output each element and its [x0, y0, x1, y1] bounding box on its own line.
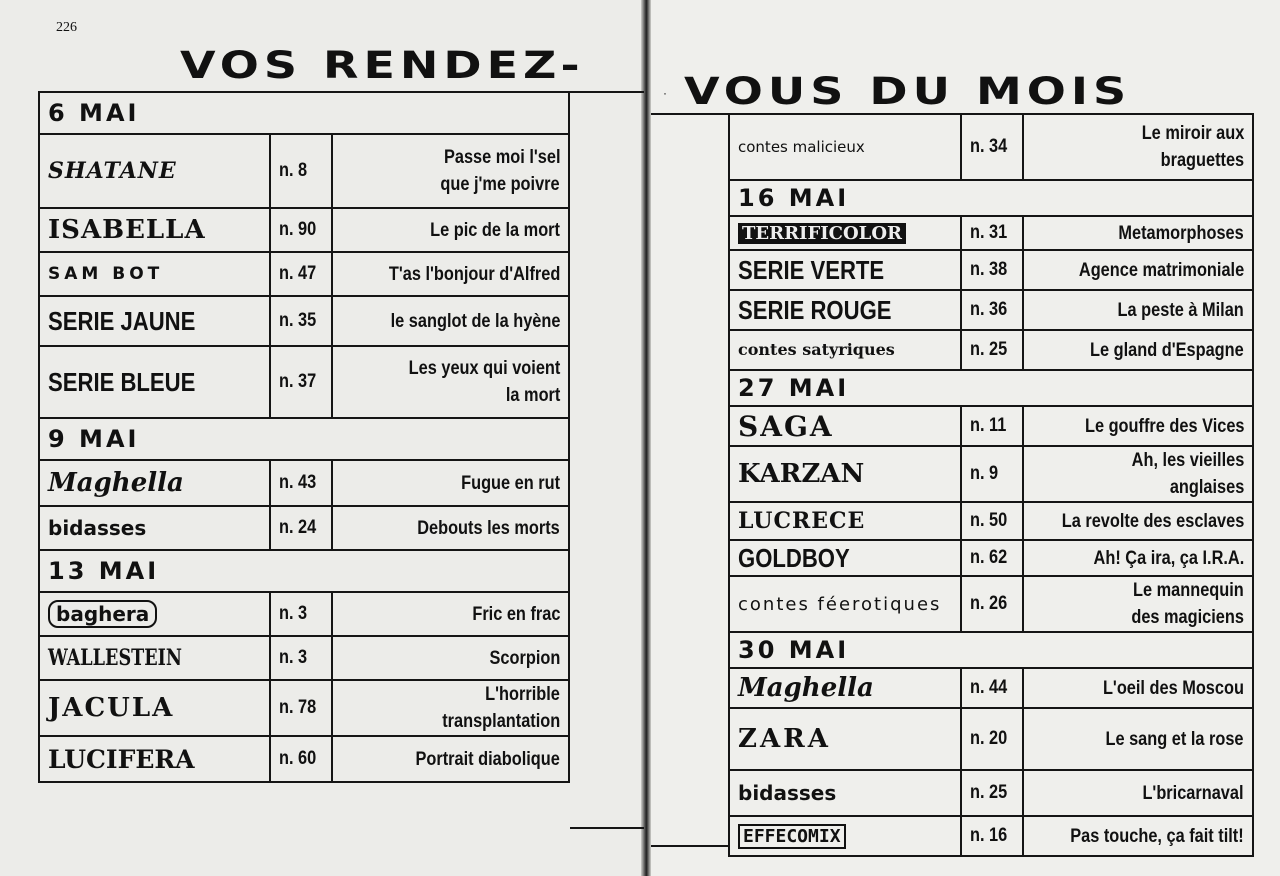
issue-title-line: L'oeil des Moscou: [1103, 677, 1244, 699]
issue-title-line: braguettes: [1160, 150, 1244, 171]
table-row: [39, 636, 569, 680]
issue-title-line: Portrait diabolique: [415, 748, 560, 770]
date-heading: 6 MAI: [39, 92, 569, 134]
series-logo-jacula: JACULA: [48, 693, 175, 723]
issue-number: n. 3: [279, 647, 308, 668]
date-heading: 16 MAI: [729, 180, 1253, 216]
issue-number: n. 60: [279, 748, 317, 769]
issue-title-line: que j'me poivre: [440, 174, 560, 195]
issue-title-cell: [1023, 770, 1253, 816]
issue-number-cell: [270, 252, 332, 296]
series-logo-serie-jaune: SERIE JAUNE: [48, 305, 196, 336]
schedule-table-left: [38, 91, 570, 783]
issue-title-cell: [1023, 216, 1253, 250]
series-logo-maghella: Maghella: [738, 673, 874, 703]
table-row: [39, 208, 569, 252]
issue-title-cell: [332, 346, 569, 418]
issue-title-cell: [1023, 502, 1253, 540]
issue-number-cell: [961, 330, 1023, 370]
series-logo-contes-feerotiques: contes féerotiques: [738, 593, 942, 615]
series-cell: [729, 708, 961, 770]
series-logo-bidasses: bidasses: [738, 781, 837, 805]
issue-title-line: Fugue en rut: [461, 472, 560, 494]
table-row: [729, 708, 1253, 770]
table-row: [39, 736, 569, 782]
table-row: [729, 330, 1253, 370]
series-cell: [729, 216, 961, 250]
issue-title-line: Le mannequin: [1133, 580, 1244, 601]
issue-number-cell: [961, 406, 1023, 446]
issue-number-cell: [961, 668, 1023, 708]
issue-title-cell: [332, 736, 569, 782]
table-row: [729, 540, 1253, 576]
issue-number: n. 37: [279, 371, 317, 392]
table-row: [729, 250, 1253, 290]
date-row: [729, 180, 1253, 216]
series-cell: [729, 330, 961, 370]
issue-number-cell: [961, 114, 1023, 180]
date-row: [39, 418, 569, 460]
issue-number-cell: [961, 770, 1023, 816]
series-cell: [729, 576, 961, 632]
issue-title-line: Le miroir aux: [1141, 123, 1244, 144]
series-logo-wallestein: WALLESTEIN: [48, 645, 183, 671]
date-heading: 30 MAI: [729, 632, 1253, 668]
table-row: [39, 680, 569, 736]
table-row: [729, 576, 1253, 632]
issue-number: n. 11: [969, 415, 1007, 436]
series-logo-bidasses: bidasses: [48, 516, 147, 540]
issue-title-line: Metamorphoses: [1118, 222, 1244, 244]
series-cell: [729, 502, 961, 540]
issue-title-cell: [332, 460, 569, 506]
date-row: [729, 370, 1253, 406]
series-cell: [729, 250, 961, 290]
issue-title-line: Les yeux qui voient: [408, 358, 560, 379]
issue-number-cell: [270, 680, 332, 736]
series-cell: [39, 296, 270, 346]
issue-number-cell: [270, 134, 332, 208]
table-row: [729, 114, 1253, 180]
series-cell: [39, 636, 270, 680]
series-logo-zara: ZARA: [738, 724, 831, 754]
table-row: [39, 252, 569, 296]
left-margin-strip: [570, 91, 644, 829]
table-row: [729, 406, 1253, 446]
issue-title-line: Ah, les vieilles anglaises: [1131, 450, 1244, 498]
series-logo-maghella: Maghella: [48, 468, 184, 498]
issue-title-line: Le gland d'Espagne: [1090, 339, 1244, 361]
table-row: [729, 770, 1253, 816]
issue-number: n. 26: [969, 593, 1007, 614]
issue-title-line: des magiciens: [1131, 607, 1244, 628]
series-cell: [39, 592, 270, 636]
issue-number: n. 38: [969, 259, 1007, 280]
issue-title-line: le sanglot de la hyène: [390, 310, 560, 332]
issue-number: n. 20: [969, 728, 1007, 749]
issue-number-cell: [270, 736, 332, 782]
series-logo-karzan: KARZAN: [738, 459, 865, 489]
issue-title-line: Agence matrimoniale: [1078, 259, 1244, 281]
issue-title-line: Passe moi l'sel: [443, 147, 560, 168]
issue-title-cell: [332, 506, 569, 550]
issue-number: n. 25: [969, 782, 1007, 803]
issue-title-line: Scorpion: [489, 647, 560, 669]
table-row: [39, 296, 569, 346]
series-logo-goldboy: GOLDBOY: [738, 542, 850, 573]
issue-title-line: T'as l'bonjour d'Alfred: [388, 263, 560, 285]
series-logo-shatane: SHATANE: [48, 158, 177, 184]
series-logo-baghera: baghera: [48, 600, 157, 628]
series-logo-sam-bot: SAM BOT: [48, 264, 164, 284]
series-cell: [39, 252, 270, 296]
issue-title-cell: [332, 252, 569, 296]
series-cell: [39, 506, 270, 550]
issue-number: n. 3: [279, 603, 308, 624]
series-cell: [729, 114, 961, 180]
table-row: [729, 502, 1253, 540]
date-row: [729, 632, 1253, 668]
issue-number: n. 78: [279, 697, 317, 718]
series-logo-contes-satyriques: contes satyriques: [738, 340, 895, 359]
series-cell: [729, 406, 961, 446]
issue-number-cell: [270, 208, 332, 252]
schedule-table-right: [728, 113, 1254, 857]
series-cell: [39, 208, 270, 252]
series-logo-lucifera: LUCIFERA: [48, 744, 195, 774]
issue-number: n. 35: [279, 310, 317, 331]
page-title-right: VOUS DU MOIS: [684, 68, 1132, 113]
date-heading: 27 MAI: [729, 370, 1253, 406]
issue-number: n. 47: [279, 263, 317, 284]
series-cell: [39, 460, 270, 506]
issue-title-line: Le sang et la rose: [1105, 728, 1244, 750]
series-logo-terrificolor: TERRIFICOLOR: [738, 223, 906, 244]
issue-title-line: Fric en frac: [471, 603, 560, 625]
issue-title-cell: [1023, 668, 1253, 708]
issue-number: n. 36: [969, 299, 1007, 320]
table-row: [729, 816, 1253, 856]
series-cell: [729, 290, 961, 330]
issue-number-cell: [961, 708, 1023, 770]
issue-number-cell: [961, 216, 1023, 250]
series-logo-effecomix: EFFECOMIX: [738, 824, 846, 849]
issue-title-cell: [332, 592, 569, 636]
decorative-dot: ·: [663, 86, 667, 100]
issue-title-cell: [1023, 816, 1253, 856]
issue-number-cell: [961, 540, 1023, 576]
issue-number: n. 25: [969, 339, 1007, 360]
table-row: [729, 216, 1253, 250]
series-cell: [39, 346, 270, 418]
issue-number: n. 90: [279, 219, 317, 240]
issue-title-cell: [332, 134, 569, 208]
date-heading: 13 MAI: [39, 550, 569, 592]
issue-title-line: Pas touche, ça fait tilt!: [1070, 825, 1244, 847]
issue-number-cell: [961, 576, 1023, 632]
issue-title-line: Debouts les morts: [417, 517, 560, 539]
table-row: [39, 346, 569, 418]
date-heading: 9 MAI: [39, 418, 569, 460]
table-row: [39, 460, 569, 506]
issue-title-cell: [1023, 250, 1253, 290]
issue-number-cell: [961, 250, 1023, 290]
issue-title-cell: [332, 680, 569, 736]
page-title-left: VOS RENDEZ-: [180, 42, 585, 87]
date-row: [39, 92, 569, 134]
issue-title-line: Ah! Ça ira, ça I.R.A.: [1093, 547, 1244, 569]
issue-title-line: La peste à Milan: [1117, 299, 1244, 321]
series-cell: [729, 770, 961, 816]
issue-number-cell: [270, 636, 332, 680]
table-row: [729, 290, 1253, 330]
issue-number: n. 16: [969, 825, 1007, 846]
issue-title-cell: [1023, 446, 1253, 502]
issue-title-line: Le pic de la mort: [430, 219, 560, 241]
series-logo-isabella: ISABELLA: [48, 215, 206, 245]
table-row: [39, 134, 569, 208]
table-row: [729, 446, 1253, 502]
page-number: 226: [56, 20, 77, 35]
issue-number-cell: [270, 296, 332, 346]
series-cell: [729, 668, 961, 708]
issue-number: n. 31: [969, 222, 1007, 243]
issue-number-cell: [270, 506, 332, 550]
issue-title-line: Le gouffre des Vices: [1084, 415, 1244, 437]
issue-title-cell: [1023, 290, 1253, 330]
issue-title-cell: [1023, 708, 1253, 770]
issue-title-cell: [1023, 406, 1253, 446]
issue-title-line: La revolte des esclaves: [1061, 510, 1244, 532]
issue-number-cell: [961, 446, 1023, 502]
issue-number: n. 43: [279, 472, 317, 493]
table-row: [39, 592, 569, 636]
issue-title-line: transplantation: [441, 711, 560, 732]
issue-title-cell: [332, 636, 569, 680]
issue-title-line: L'bricarnaval: [1142, 782, 1244, 804]
issue-number-cell: [270, 346, 332, 418]
issue-number: n. 8: [279, 160, 308, 181]
issue-number-cell: [961, 502, 1023, 540]
series-logo-serie-rouge: SERIE ROUGE: [738, 294, 892, 325]
issue-number-cell: [270, 460, 332, 506]
series-cell: [729, 816, 961, 856]
series-cell: [39, 736, 270, 782]
issue-title-cell: [332, 208, 569, 252]
date-row: [39, 550, 569, 592]
series-logo-contes-malicieux: contes malicieux: [738, 137, 865, 156]
issue-number: n. 44: [969, 677, 1007, 698]
issue-title-cell: [1023, 114, 1253, 180]
issue-number-cell: [961, 290, 1023, 330]
issue-number: n. 62: [969, 547, 1007, 568]
table-row: [729, 668, 1253, 708]
issue-title-cell: [1023, 540, 1253, 576]
issue-title-cell: [332, 296, 569, 346]
issue-title-cell: [1023, 576, 1253, 632]
series-cell: [729, 446, 961, 502]
series-cell: [39, 134, 270, 208]
issue-number: n. 9: [969, 463, 998, 484]
issue-title-line: L'horrible: [485, 684, 560, 705]
series-cell: [729, 540, 961, 576]
series-logo-lucrece: LUCRECE: [738, 508, 866, 534]
series-logo-serie-verte: SERIE VERTE: [738, 254, 885, 285]
series-logo-saga: SAGA: [738, 409, 834, 443]
issue-title-cell: [1023, 330, 1253, 370]
issue-title-line: la mort: [505, 385, 560, 406]
issue-number: n. 24: [279, 517, 317, 538]
issue-number: n. 50: [969, 510, 1007, 531]
series-logo-serie-bleue: SERIE BLEUE: [48, 366, 196, 397]
issue-number-cell: [270, 592, 332, 636]
series-cell: [39, 680, 270, 736]
issue-number: n. 34: [969, 136, 1007, 157]
table-row: [39, 506, 569, 550]
right-margin-strip: [651, 113, 729, 847]
issue-number-cell: [961, 816, 1023, 856]
